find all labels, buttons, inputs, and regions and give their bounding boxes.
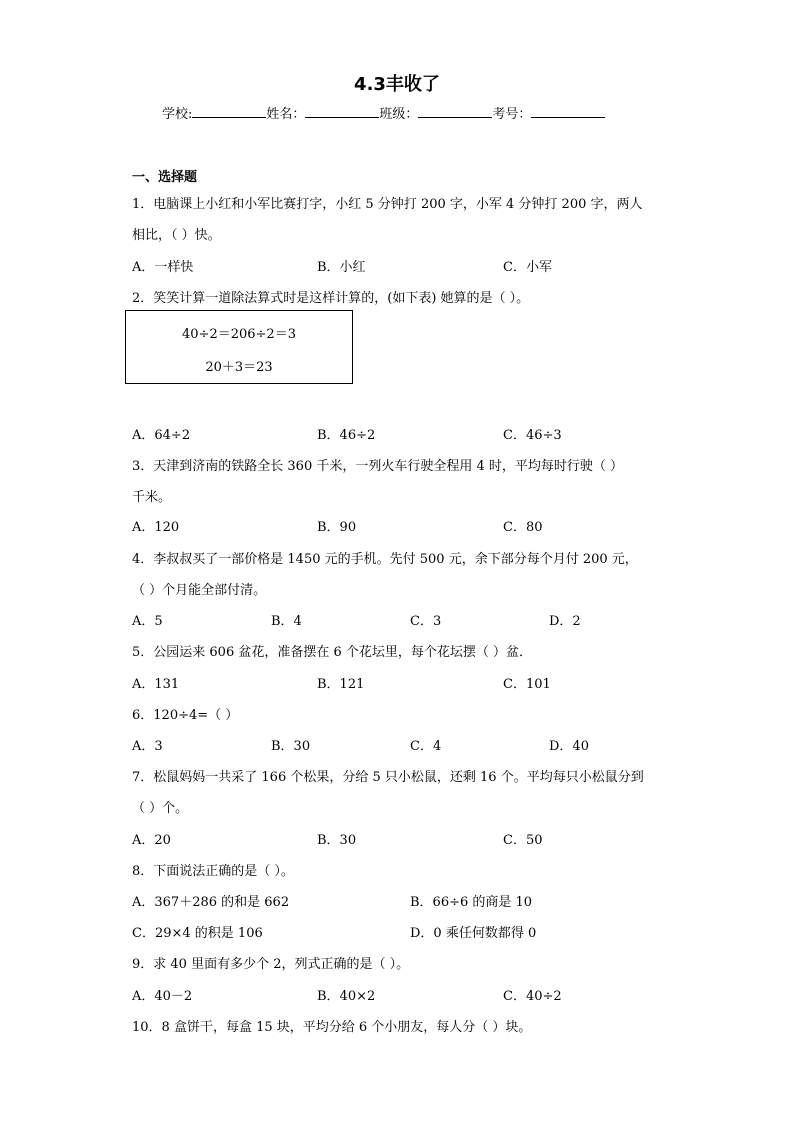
question-4-option-b[interactable]: B．4 [271,614,302,629]
question-1-option-b[interactable]: B．小红 [317,260,366,275]
question-7-text: 7．松鼠妈妈一共采了 166 个松果，分给 5 只小松鼠，还剩 16 个。平均每只小松鼠分到 [132,770,644,785]
question-1-text: 1．电脑课上小红和小军比赛打字，小红 5 分钟打 200 字，小军 4 分钟打 200 字，两人 [132,197,643,212]
question-7-option-a[interactable]: A．20 [132,833,171,848]
question-10-text: 10．8 盒饼干，每盒 15 块，平均分给 6 个小朋友，每人分（ ）块。 [132,1020,532,1035]
question-3-text-cont: 千米。 [132,490,172,505]
question-8-option-d[interactable]: D．0 乘任何数都得 0 [410,926,537,941]
question-6-option-c[interactable]: C．4 [410,739,442,754]
calculation-box [125,310,353,384]
question-6-option-d[interactable]: D．40 [549,739,589,754]
school-label: 学校: [162,107,193,122]
question-4-text-cont: （ ）个月能全部付清。 [132,583,267,598]
question-8-option-b[interactable]: B．66÷6 的商是 10 [410,895,533,910]
question-7-option-b[interactable]: B．30 [317,833,357,848]
question-3-option-a[interactable]: A．120 [132,520,180,535]
question-1-option-c[interactable]: C．小军 [503,260,552,275]
number-label: 考号： [492,107,532,122]
question-9-option-b[interactable]: B．40×2 [317,989,376,1004]
question-4-option-d[interactable]: D．2 [549,614,581,629]
school-blank[interactable] [192,105,266,118]
section-title: 一、选择题 [132,170,198,185]
question-8-text: 8．下面说法正确的是（ ）。 [132,864,294,879]
page-title: 4.3丰收了 [354,74,440,95]
question-4-option-a[interactable]: A．5 [132,614,163,629]
question-9-text: 9．求 40 里面有多少个 2，列式正确的是（ ）。 [132,957,410,972]
question-3-option-c[interactable]: C．80 [503,520,543,535]
question-6-option-a[interactable]: A．3 [132,739,163,754]
question-8-option-a[interactable]: A．367＋286 的和是 662 [132,895,290,910]
question-4-option-c[interactable]: C．3 [410,614,442,629]
question-1-option-a[interactable]: A．一样快 [132,260,194,275]
question-7-text-cont: （ ）个。 [132,801,189,816]
question-2-option-b[interactable]: B．46÷2 [317,428,376,443]
class-blank[interactable] [418,105,492,118]
question-2-option-c[interactable]: C．46÷3 [503,428,562,443]
question-3-option-b[interactable]: B．90 [317,520,357,535]
name-blank[interactable] [305,105,379,118]
question-5-option-a[interactable]: A．131 [132,677,180,692]
name-label: 姓名： [266,107,306,122]
question-5-option-b[interactable]: B．121 [317,677,365,692]
question-3-text: 3．天津到济南的铁路全长 360 千米，一列火车行驶全程用 4 时，平均每时行驶（ ） [132,459,624,474]
question-2-option-a[interactable]: A．64÷2 [132,428,191,443]
question-6-option-b[interactable]: B．30 [271,739,311,754]
calculation-line-1: 40÷2＝206÷2＝3 [182,327,296,342]
question-8-option-c[interactable]: C．29×4 的积是 106 [132,926,263,941]
question-2-text: 2．笑笑计算一道除法算式时是这样计算的，(如下表) 她算的是（ ）。 [132,291,530,306]
question-9-option-a[interactable]: A．40－2 [132,989,193,1004]
question-5-option-c[interactable]: C．101 [503,677,551,692]
question-9-option-c[interactable]: C．40÷2 [503,989,562,1004]
question-4-text: 4．李叔叔买了一部价格是 1450 元的手机。先付 500 元，余下部分每个月付 200 元， [132,552,638,567]
class-label: 班级： [379,107,419,122]
calculation-line-2: 20＋3＝23 [205,360,273,375]
question-6-text: 6．120÷4=（ ） [132,708,239,723]
question-1-text-cont: 相比，（ ）快。 [132,228,221,243]
question-5-text: 5．公园运来 606 盆花，准备摆在 6 个花坛里，每个花坛摆（ ）盆． [132,645,533,660]
student-info-line [162,103,605,122]
number-blank[interactable] [531,105,605,118]
question-7-option-c[interactable]: C．50 [503,833,543,848]
